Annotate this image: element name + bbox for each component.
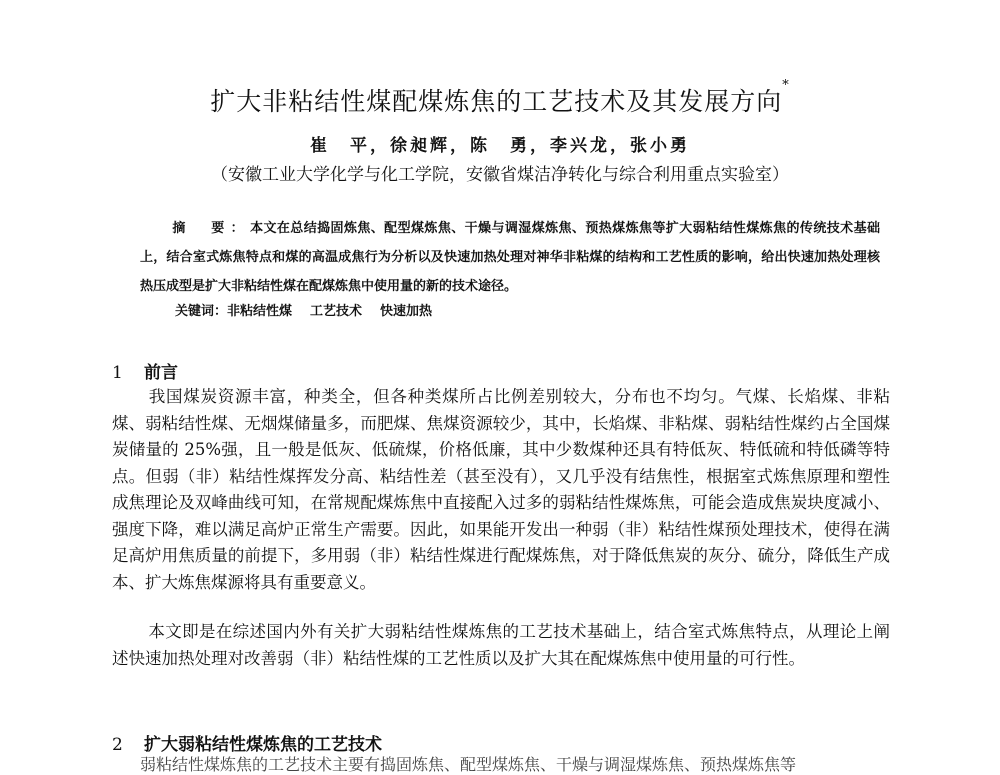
body-paragraph (112, 619, 890, 672)
section-title: 前言 (144, 363, 178, 383)
paragraph-text: 本文即是在综述国内外有关扩大弱粘结性煤炼焦的工艺技术基础上，结合室式炼焦特点，从理论上阐述快速加热处理对改善弱（非）粘结性煤的工艺性质以及扩大其在配煤炼焦中使用量的可行性。 (112, 622, 890, 668)
title-footnote-mark: * (782, 78, 790, 93)
affiliation: （安徽工业大学化学与化工学院，安徽省煤洁净转化与综合利用重点实验室） (211, 165, 789, 185)
title-text: 扩大非粘结性煤配煤炼焦的工艺技术及其发展方向 (210, 87, 783, 116)
cutoff-text-line: 弱粘结性煤炼焦的工艺技术主要有捣固炼焦、配型煤炼焦、干燥与调湿煤炼焦、预热煤炼焦等 (140, 755, 797, 774)
abstract-block (140, 214, 880, 301)
author-list: 崔 平，徐昶辉，陈 勇，李兴龙，张小勇 (310, 136, 690, 156)
section-number: 2 (112, 735, 123, 755)
keyword-item: 工艺技术 (310, 304, 363, 319)
keywords-block (175, 300, 450, 319)
section-number: 1 (112, 363, 123, 383)
keyword-item: 非粘结性煤 (227, 304, 293, 319)
abstract-label: 摘 要： (172, 221, 251, 236)
body-paragraph (112, 384, 890, 596)
paragraph-text: 我国煤炭资源丰富，种类全，但各种类煤所占比例差别较大，分布也不均匀。气煤、长焰煤、非粘煤、弱粘结性煤、无烟煤储量多，而肥煤、焦煤资源较少，其中，长焰煤、非粘煤、弱粘结性煤约占全国煤炭储量的 25%强，且一般是低灰、低硫煤，价格低廉，其中少数煤种还具有特低灰、特低硫和特低磷等特点。但弱（非）粘结性煤挥发分高、粘结性差（甚至没有），又几乎没有结焦性，根据室式炼焦原理和塑性成焦理论及双峰曲线可知，在常规配煤炼焦中直接配入过多的弱粘结性煤炼焦，可能会造成焦炭块度减小、强度下降，难以满足高炉正常生产需要。因此，如果能开发出一种弱（非）粘结性煤预处理技术，使得在满足高炉用焦质量的前提下，多用弱（非）粘结性煤进行配煤炼焦，对于降低焦炭的灰分、硫分，降低生产成本、扩大炼焦煤源将具有重要意义。 (112, 387, 890, 592)
section-title: 扩大弱粘结性煤炼焦的工艺技术 (144, 735, 382, 755)
keyword-item: 快速加热 (380, 304, 433, 319)
paper-title (0, 78, 1000, 118)
section-1-heading (112, 358, 178, 383)
abstract-text: 本文在总结捣固炼焦、配型煤炼焦、干燥与调湿煤炼焦、预热煤炼焦等扩大弱粘结性煤炼焦的传统技术基础上，结合室式炼焦特点和煤的高温成焦行为分析以及快速加热处理对神华非粘煤的结构和工艺性质的影响，给出快速加热处理核热压成型是扩大非粘结性煤在配煤炼焦中使用量的新的技术途径。 (140, 221, 880, 294)
keywords-label: 关键词： (175, 304, 228, 319)
